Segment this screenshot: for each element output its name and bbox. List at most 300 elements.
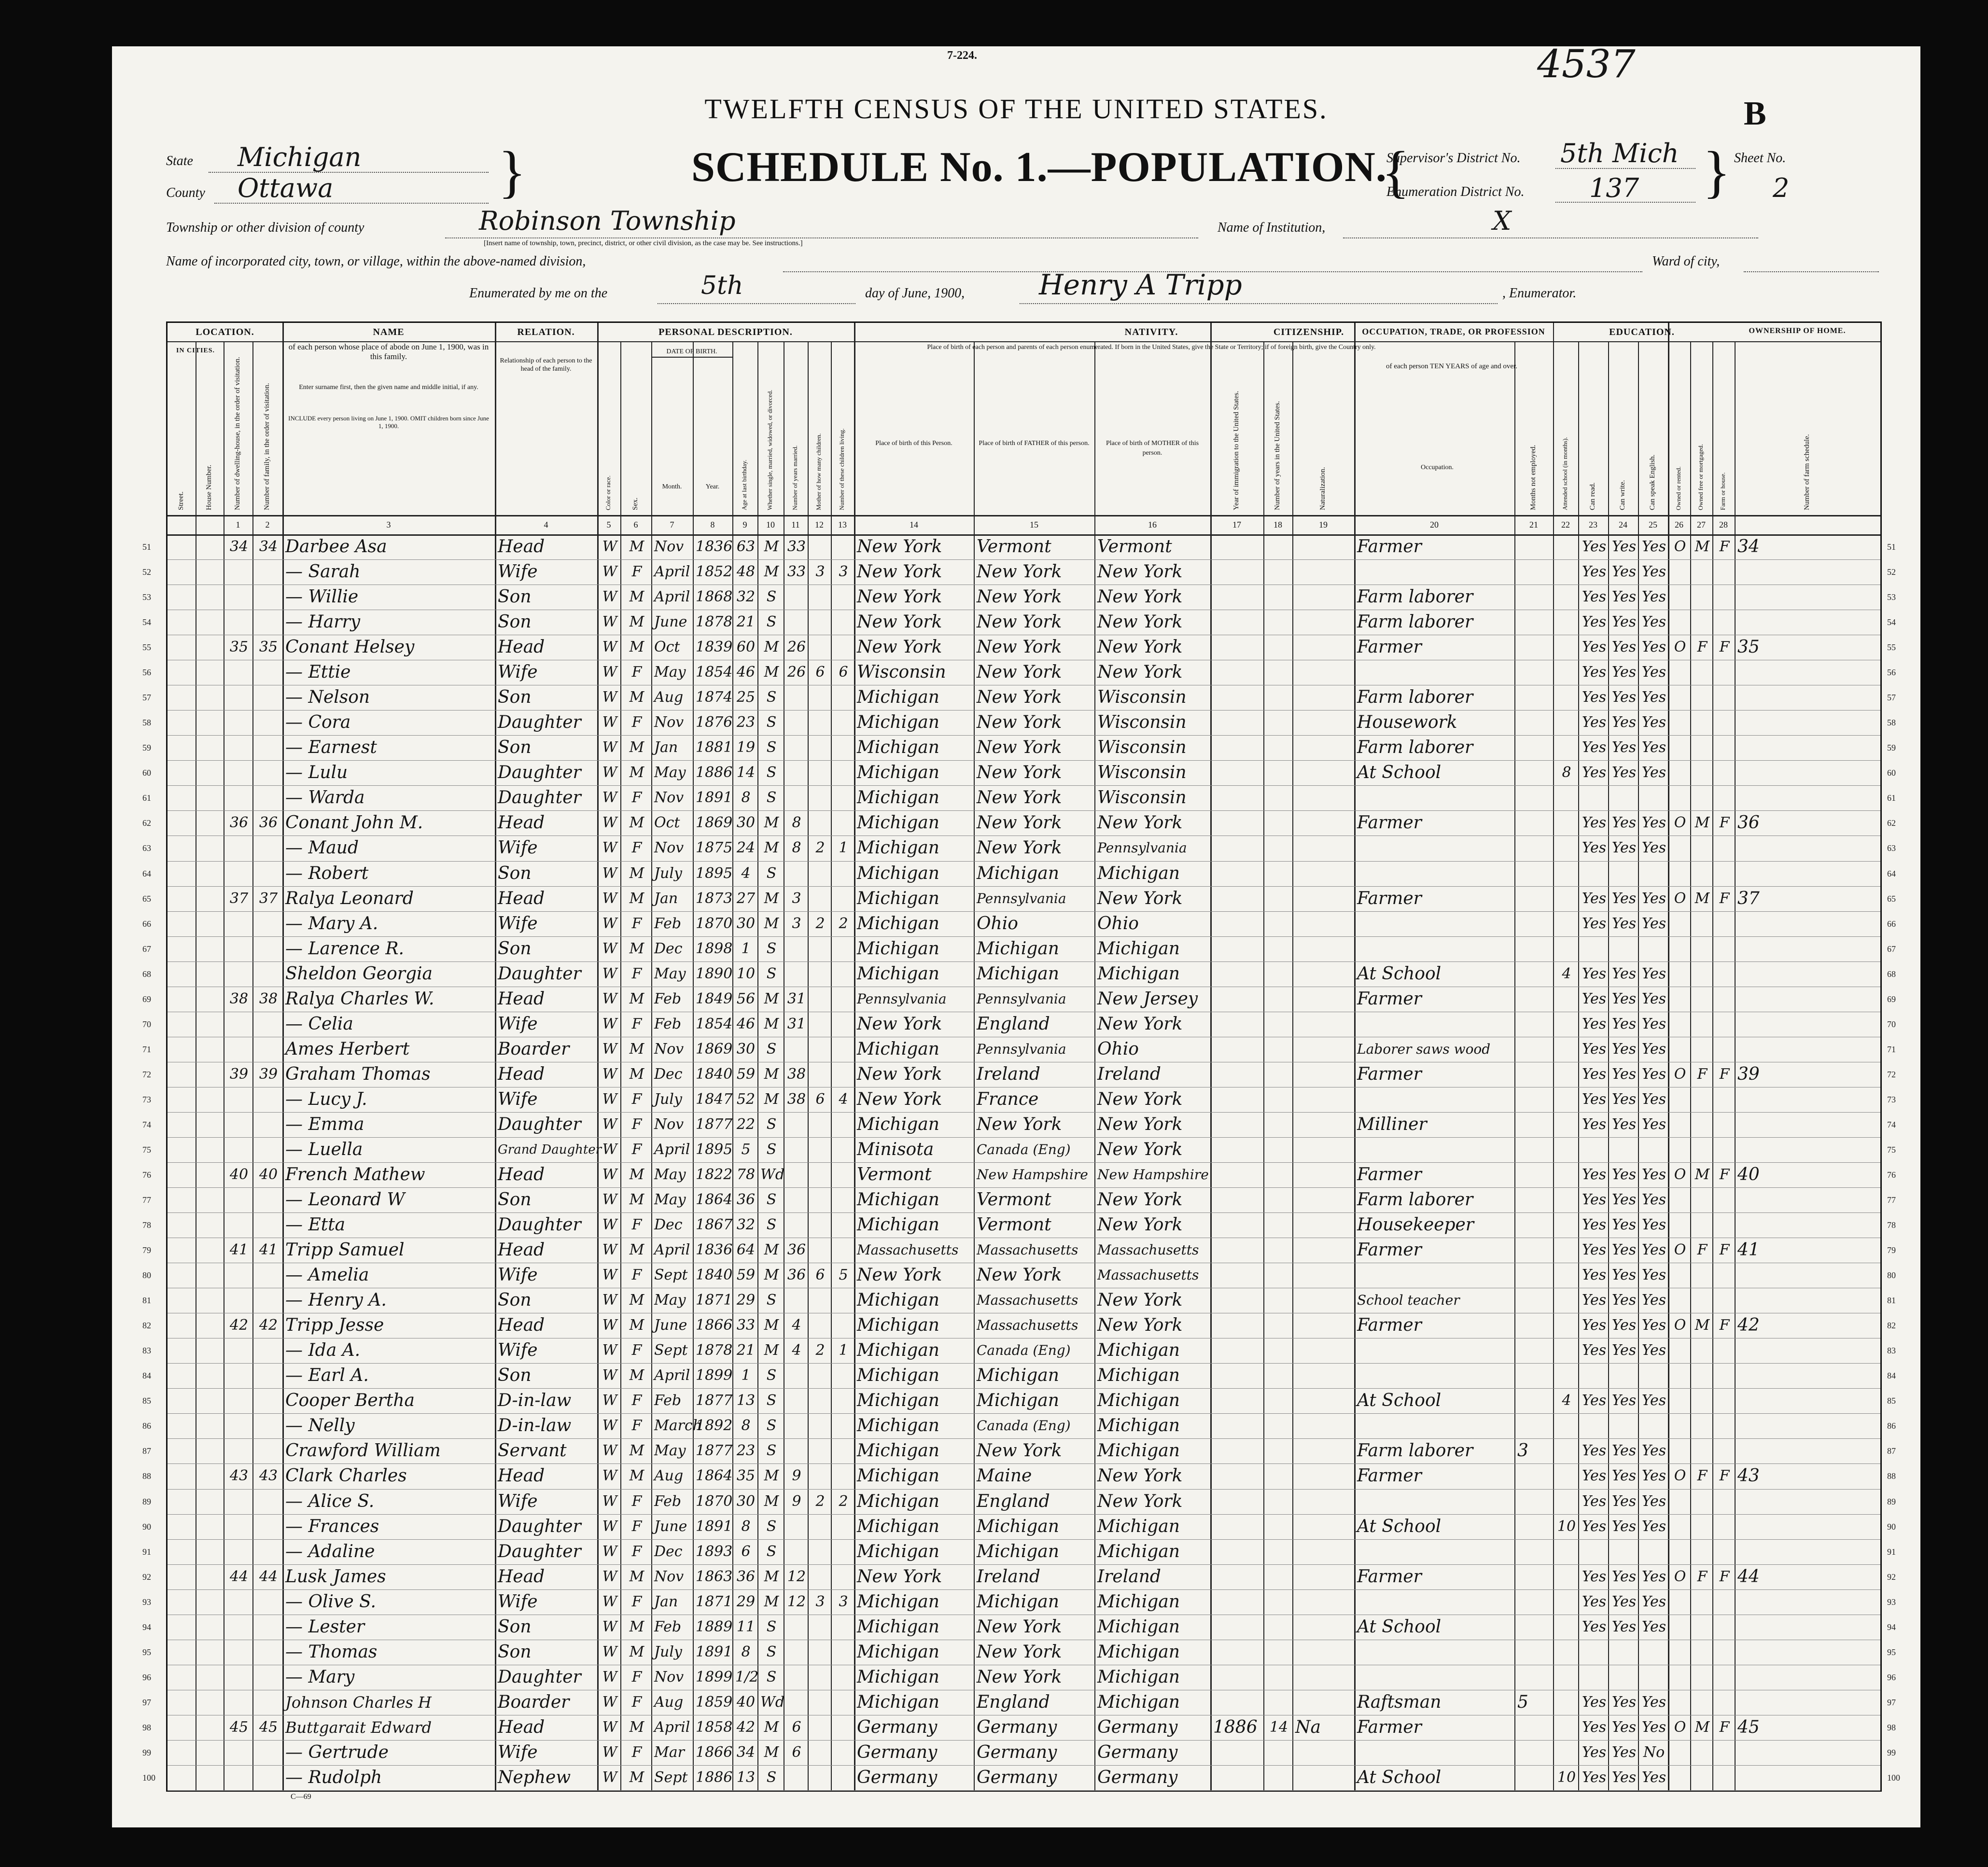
cell-name: — Mary A. [285, 913, 378, 934]
cell-birth-mother: Michigan [1097, 1516, 1180, 1536]
cell-age: 29 [736, 1292, 756, 1309]
cell-english: Yes [1641, 890, 1666, 907]
cell-write: Yes [1611, 1392, 1637, 1409]
cell-english: Yes [1641, 1292, 1666, 1309]
cell-name: Ames Herbert [285, 1039, 410, 1059]
cell-sex: M [629, 1040, 644, 1058]
vertical-header-school: Attended school (in months). [1561, 437, 1568, 510]
brace-left: } [498, 139, 526, 204]
cell-birth-mother: New York [1097, 1466, 1183, 1486]
cell-color: W [602, 1292, 617, 1309]
cell-name: Lusk James [285, 1566, 386, 1587]
cell-birth-father: Germany [977, 1742, 1057, 1762]
row-line-number: 84 [142, 1371, 151, 1381]
column-number: 7 [670, 520, 674, 529]
column-rule [1292, 341, 1293, 1790]
cell-birth-father: New York [977, 1642, 1062, 1662]
row-line-number: 93 [1887, 1597, 1896, 1607]
row-line-number: 64 [1887, 868, 1896, 878]
cell-birth-person: New York [857, 1566, 942, 1587]
cell-birth-person: Michigan [857, 1541, 939, 1561]
cell-birth-mother: New York [1097, 612, 1183, 632]
cell-birth-person: Michigan [857, 1516, 939, 1536]
cell-relation: Son [498, 1616, 532, 1637]
column-rule [620, 341, 621, 1790]
cell-years-married: 36 [787, 1241, 806, 1259]
cell-occupation: Farmer [1357, 537, 1422, 557]
cell-name: — Luella [285, 1139, 363, 1159]
cell-occupation: Farmer [1357, 1064, 1422, 1084]
cell-write: Yes [1611, 739, 1637, 756]
cell-name: Tripp Samuel [285, 1240, 405, 1260]
row-line-number: 52 [142, 567, 151, 577]
cell-read: Yes [1582, 1267, 1607, 1284]
hdr-personal: PERSONAL DESCRIPTION. [658, 327, 793, 337]
column-number: 15 [1030, 520, 1038, 529]
cell-occupation: Farmer [1357, 989, 1422, 1009]
row-line-number: 71 [1887, 1044, 1896, 1054]
cell-name: — Rudolph [285, 1767, 382, 1787]
cell-sex: M [629, 1618, 644, 1635]
cell-read: Yes [1582, 990, 1607, 1007]
cell-marital: M [764, 1342, 779, 1359]
cell-sex: M [629, 1718, 644, 1736]
cell-name: — Earl A. [285, 1365, 369, 1386]
cell-relation: Wife [498, 913, 538, 934]
cell-yrs-us: 14 [1269, 1718, 1288, 1736]
cell-color: W [602, 664, 617, 681]
cell-birth-person: Michigan [857, 863, 939, 883]
cell-english: Yes [1641, 1693, 1666, 1711]
column-rule [732, 341, 733, 1790]
cell-age: 59 [736, 1065, 756, 1083]
cell-sex: F [631, 1543, 642, 1560]
cell-birth-mother: New York [1097, 1114, 1183, 1134]
cell-birth-person: Michigan [857, 1692, 939, 1712]
cell-marital: M [764, 1467, 779, 1485]
cell-sex: M [629, 940, 644, 957]
cell-month: July [654, 864, 682, 882]
cell-sex: M [629, 1467, 644, 1485]
column-rule [1354, 323, 1356, 1790]
cell-write: Yes [1611, 1216, 1637, 1234]
row-line-number: 71 [142, 1044, 151, 1054]
cell-sex: M [629, 764, 644, 781]
cell-english: Yes [1641, 1568, 1666, 1585]
cell-read: Yes [1582, 1342, 1607, 1359]
cell-age: 27 [736, 890, 756, 907]
cell-read: Yes [1582, 1317, 1607, 1334]
cell-sex: F [631, 664, 642, 681]
cell-birth-mother: Michigan [1097, 1541, 1180, 1561]
cell-birth-mother: Michigan [1097, 1416, 1180, 1436]
vertical-header-age: Age at last birthday. [741, 460, 748, 510]
row-line-number: 61 [1887, 793, 1896, 803]
cell-month: July [654, 1090, 682, 1108]
cell-name: — Lucy J. [285, 1089, 367, 1109]
cell-color: W [602, 1090, 617, 1108]
cell-sex: M [629, 890, 644, 907]
cell-sex: F [631, 1518, 642, 1535]
column-rule [854, 323, 855, 1790]
cell-relation: Son [498, 687, 532, 708]
cell-occupation: At School [1357, 1516, 1442, 1536]
cell-years-married: 3 [792, 890, 801, 907]
column-rule [651, 341, 652, 1790]
supervisor-label: Supervisor's District No. [1386, 151, 1521, 166]
cell-age: 25 [736, 689, 756, 706]
cell-month: Sept [654, 1769, 688, 1786]
cell-schedule: 43 [1737, 1466, 1760, 1486]
cell-children: 4 [839, 1090, 848, 1108]
cell-read: Yes [1582, 1292, 1607, 1309]
cell-write: Yes [1611, 814, 1637, 832]
cell-birth-mother: New York [1097, 813, 1183, 833]
cell-name: — Henry A. [285, 1290, 387, 1310]
cell-occupation: Farmer [1357, 1717, 1422, 1737]
row-line-number: 79 [1887, 1245, 1896, 1255]
cell-birth-mother: Wisconsin [1097, 763, 1187, 783]
cell-free: F [1697, 639, 1708, 656]
cell-write: Yes [1611, 1040, 1637, 1058]
cell-name: — Larence R. [285, 938, 404, 959]
cell-year: 1895 [696, 1141, 733, 1158]
cell-birth-mother: Ireland [1097, 1064, 1161, 1084]
cell-english: Yes [1641, 1518, 1666, 1535]
cell-month: Feb [654, 1392, 682, 1409]
cell-occupation: Housework [1357, 712, 1457, 733]
cell-name: French Mathew [285, 1165, 425, 1184]
cell-name: — Lester [285, 1616, 365, 1637]
cell-sex: M [629, 538, 644, 555]
cell-read: Yes [1582, 965, 1607, 982]
column-rule [1608, 341, 1609, 1790]
row-line-number: 57 [142, 693, 151, 703]
cell-farm: F [1719, 1568, 1730, 1585]
cell-dwelling: 45 [229, 1718, 249, 1736]
cell-read: Yes [1582, 664, 1607, 681]
cell-name: Ralya Leonard [285, 888, 414, 908]
cell-birth-mother: Michigan [1097, 863, 1180, 883]
cell-english: Yes [1641, 639, 1666, 656]
cell-occupation: At School [1357, 763, 1442, 783]
cell-english: Yes [1641, 1015, 1666, 1032]
cell-year: 1895 [696, 864, 733, 882]
cell-mother-of: 2 [815, 915, 825, 932]
cell-name: — Nelson [285, 687, 370, 708]
hdr-name-desc: of each person whose place of abode on June 1, 1900, was in this family. [288, 342, 489, 361]
cell-sex: M [629, 1643, 644, 1660]
cell-age: 10 [736, 965, 756, 982]
cell-read: Yes [1582, 538, 1607, 555]
cell-free: M [1694, 1317, 1710, 1334]
row-line-number: 75 [142, 1144, 151, 1155]
cell-owned: O [1674, 1467, 1686, 1485]
cell-age: 21 [736, 613, 756, 631]
cell-name: Buttgarait Edward [285, 1718, 432, 1737]
cell-marital: S [766, 1543, 777, 1560]
cell-birth-father: New York [977, 1265, 1062, 1285]
sheet-letter: B [1744, 95, 1766, 132]
cell-color: W [602, 689, 617, 706]
cell-relation: Wife [498, 1265, 538, 1285]
cell-color: W [602, 1593, 617, 1610]
row-line-number: 75 [1887, 1144, 1896, 1155]
cell-read: Yes [1582, 1216, 1607, 1234]
cell-birth-father: Michigan [977, 1365, 1059, 1386]
cell-farm: F [1719, 1718, 1730, 1736]
cell-relation: Wife [498, 1491, 538, 1511]
cell-occupation: Farm laborer [1357, 687, 1473, 708]
cell-birth-father: Michigan [977, 863, 1059, 883]
cell-marital: S [766, 1141, 777, 1158]
cell-name: — Etta [285, 1215, 346, 1235]
cell-occupation: Farm laborer [1357, 1190, 1473, 1210]
census-title: TWELFTH CENSUS OF THE UNITED STATES. [704, 93, 1328, 125]
cell-year: 1877 [696, 1115, 733, 1133]
cell-sex: F [631, 1417, 642, 1435]
row-line-number: 78 [1887, 1220, 1896, 1230]
cell-relation: Wife [498, 1014, 538, 1034]
institution-value: X [1493, 206, 1512, 236]
cell-age: 21 [736, 1342, 756, 1359]
column-number: 22 [1561, 520, 1570, 529]
cell-birth-person: Michigan [857, 1616, 939, 1637]
cell-relation: Daughter [498, 963, 581, 984]
cell-write: Yes [1611, 1568, 1637, 1585]
vertical-header-mother-of: Mother of how many children. [815, 433, 822, 510]
cell-month: May [654, 1292, 686, 1309]
cell-age: 30 [736, 915, 756, 932]
column-number: 6 [633, 520, 638, 529]
cell-month: Dec [654, 1216, 683, 1234]
cell-month: Jan [654, 890, 678, 907]
column-number: 2 [265, 520, 270, 529]
state-value: Michigan [238, 142, 362, 172]
column-number: 14 [910, 520, 918, 529]
cell-children: 3 [839, 1593, 848, 1610]
row-line-number: 88 [1887, 1471, 1896, 1481]
cell-marital: M [764, 538, 779, 555]
cell-year: 1898 [696, 940, 733, 957]
cell-sex: F [631, 965, 642, 982]
cell-color: W [602, 613, 617, 631]
cell-read: Yes [1582, 1492, 1607, 1510]
cell-birth-mother: New York [1097, 1014, 1183, 1034]
cell-color: W [602, 1743, 617, 1761]
row-line-number: 59 [142, 743, 151, 753]
cell-year: 1886 [696, 1769, 733, 1786]
hdr-relation-desc: Relationship of each person to the head of the family. [500, 357, 592, 373]
column-number: 24 [1619, 520, 1627, 529]
cell-free: F [1697, 1065, 1708, 1083]
row-line-number: 70 [142, 1019, 151, 1029]
cell-read: Yes [1582, 1040, 1607, 1058]
cell-schedule: 36 [1737, 813, 1760, 833]
cell-relation: Boarder [498, 1039, 570, 1059]
row-line-number: 84 [1887, 1371, 1896, 1381]
cell-birth-father: Ireland [977, 1064, 1040, 1084]
cell-year: 1867 [696, 1216, 733, 1234]
cell-year: 1892 [696, 1417, 733, 1435]
cell-month: March [654, 1417, 702, 1435]
cell-year: 1871 [696, 1292, 733, 1309]
cell-write: Yes [1611, 1090, 1637, 1108]
cell-year: 1871 [696, 1593, 733, 1610]
cell-write: Yes [1611, 1317, 1637, 1334]
row-rule [168, 1790, 1880, 1791]
cell-month: Aug [654, 689, 684, 706]
cell-farm: F [1719, 1467, 1730, 1485]
cell-dwelling: 44 [229, 1568, 249, 1585]
cell-name: — Mary [285, 1667, 355, 1687]
county-label: County [166, 185, 205, 200]
cell-age: 48 [736, 563, 756, 581]
cell-write: Yes [1611, 1267, 1637, 1284]
cell-owned: O [1674, 538, 1686, 555]
column-rule [252, 341, 253, 1790]
cell-birth-mother: New York [1097, 587, 1183, 607]
column-rule [1553, 323, 1554, 1790]
cell-family: 42 [259, 1317, 278, 1334]
cell-month: April [654, 1718, 690, 1736]
cell-birth-person: Michigan [857, 913, 939, 934]
cell-age: 19 [736, 739, 756, 756]
cell-birth-mother: Germany [1097, 1767, 1178, 1787]
cell-year: 1840 [696, 1065, 733, 1083]
cell-age: 30 [736, 814, 756, 832]
cell-years-married: 3 [792, 915, 801, 932]
vertical-header-schedule: Number of farm schedule. [1803, 434, 1811, 510]
cell-birth-person: Michigan [857, 838, 939, 858]
enumerated-prefix: Enumerated by me on the [469, 286, 608, 301]
cell-schedule: 39 [1737, 1064, 1760, 1084]
cell-marital: M [764, 1593, 779, 1610]
cell-birth-person: New York [857, 637, 942, 657]
cell-marital: S [766, 1518, 777, 1535]
cell-birth-father: Michigan [977, 1541, 1059, 1561]
cell-color: W [602, 1191, 617, 1209]
cell-birth-mother: Wisconsin [1097, 788, 1187, 808]
cell-free: F [1697, 1568, 1708, 1585]
cell-name: Clark Charles [285, 1466, 407, 1486]
cell-year: 1839 [696, 639, 733, 656]
hdr-nativity: NATIVITY. [1124, 327, 1178, 337]
cell-birth-father: Massachusetts [977, 1292, 1078, 1309]
cell-relation: Daughter [498, 1114, 581, 1134]
vertical-header-imm: Year of immigration to the United States. [1232, 390, 1240, 510]
cell-birth-father: Canada (Eng) [977, 1342, 1071, 1359]
cell-birth-father: New York [977, 1616, 1062, 1637]
hdr-birth-father: Place of birth of FATHER of this person. [979, 440, 1090, 447]
row-line-number: 81 [1887, 1296, 1896, 1306]
cell-birth-father: Pennsylvania [977, 1041, 1066, 1057]
cell-month: Feb [654, 1015, 682, 1032]
cell-years-married: 33 [787, 538, 806, 555]
cell-write: Yes [1611, 915, 1637, 932]
cell-english: Yes [1641, 1216, 1666, 1234]
cell-write: Yes [1611, 890, 1637, 907]
row-line-number: 98 [142, 1722, 151, 1732]
cell-relation: Boarder [498, 1692, 570, 1712]
column-number: 8 [710, 520, 715, 529]
row-line-number: 74 [142, 1119, 151, 1129]
cell-age: 34 [736, 1743, 756, 1761]
cell-birth-person: Michigan [857, 1667, 939, 1687]
cell-age: 8 [741, 1643, 751, 1660]
cell-birth-mother: Michigan [1097, 1391, 1180, 1411]
cell-birth-father: New York [977, 813, 1062, 833]
cell-occupation: Milliner [1357, 1114, 1427, 1134]
vertical-header-years-married: Number of years married. [791, 445, 798, 510]
cell-english: Yes [1641, 538, 1666, 555]
cell-nat: Na [1295, 1717, 1321, 1737]
column-rule [757, 341, 758, 1790]
cell-age: 13 [736, 1392, 756, 1409]
cell-birth-person: Germany [857, 1742, 938, 1762]
cell-month: Sept [654, 1267, 688, 1284]
cell-year: 1877 [696, 1392, 733, 1409]
cell-birth-person: Michigan [857, 1190, 939, 1210]
cell-sex: F [631, 1141, 642, 1158]
cell-name: — Sarah [285, 562, 361, 582]
cell-sex: M [629, 1317, 644, 1334]
vertical-header-color: Color or race. [604, 475, 612, 510]
cell-month: June [654, 1518, 687, 1535]
column-number: 19 [1319, 520, 1328, 529]
cell-english: Yes [1641, 1317, 1666, 1334]
row-line-number: 96 [142, 1672, 151, 1682]
cell-year: 1899 [696, 1668, 733, 1686]
cell-name: — Leonard W [285, 1190, 405, 1210]
cell-birth-mother: Michigan [1097, 1667, 1180, 1687]
cell-month: Nov [654, 1568, 684, 1585]
cell-free: M [1694, 814, 1710, 832]
cell-month: April [654, 563, 690, 581]
cell-month: Dec [654, 1543, 683, 1560]
cell-family: 45 [259, 1718, 278, 1736]
cell-dwelling: 37 [229, 890, 249, 907]
cell-month: Oct [654, 639, 680, 656]
cell-name: Conant John M. [285, 813, 423, 833]
cell-year: 1858 [696, 1718, 733, 1736]
vertical-header-yrs-us: Number of years in the United States. [1274, 401, 1281, 510]
row-line-number: 79 [142, 1245, 151, 1255]
cell-year: 1870 [696, 1492, 733, 1510]
cell-month: April [654, 1241, 690, 1259]
cell-birth-father: New York [977, 1114, 1062, 1134]
cell-relation: Son [498, 587, 532, 607]
cell-relation: D-in-law [498, 1391, 572, 1411]
cell-birth-person: Massachusetts [857, 1242, 959, 1258]
cell-birth-person: Michigan [857, 1491, 939, 1511]
cell-write: Yes [1611, 689, 1637, 706]
column-rule [1514, 341, 1515, 1790]
township-label: Township or other division of county [166, 220, 364, 235]
vertical-header-house: House Number. [205, 464, 213, 510]
cell-year: 1866 [696, 1317, 733, 1334]
cell-marital: S [766, 689, 777, 706]
cell-dwelling: 40 [229, 1166, 249, 1183]
cell-month: Nov [654, 1668, 684, 1686]
cell-month: Dec [654, 1065, 683, 1083]
cell-relation: Daughter [498, 712, 581, 733]
cell-marital: S [766, 714, 777, 731]
cell-age: 32 [736, 588, 756, 606]
form-code: 7-224. [947, 49, 977, 62]
cell-color: W [602, 563, 617, 581]
cell-english: Yes [1641, 588, 1666, 606]
